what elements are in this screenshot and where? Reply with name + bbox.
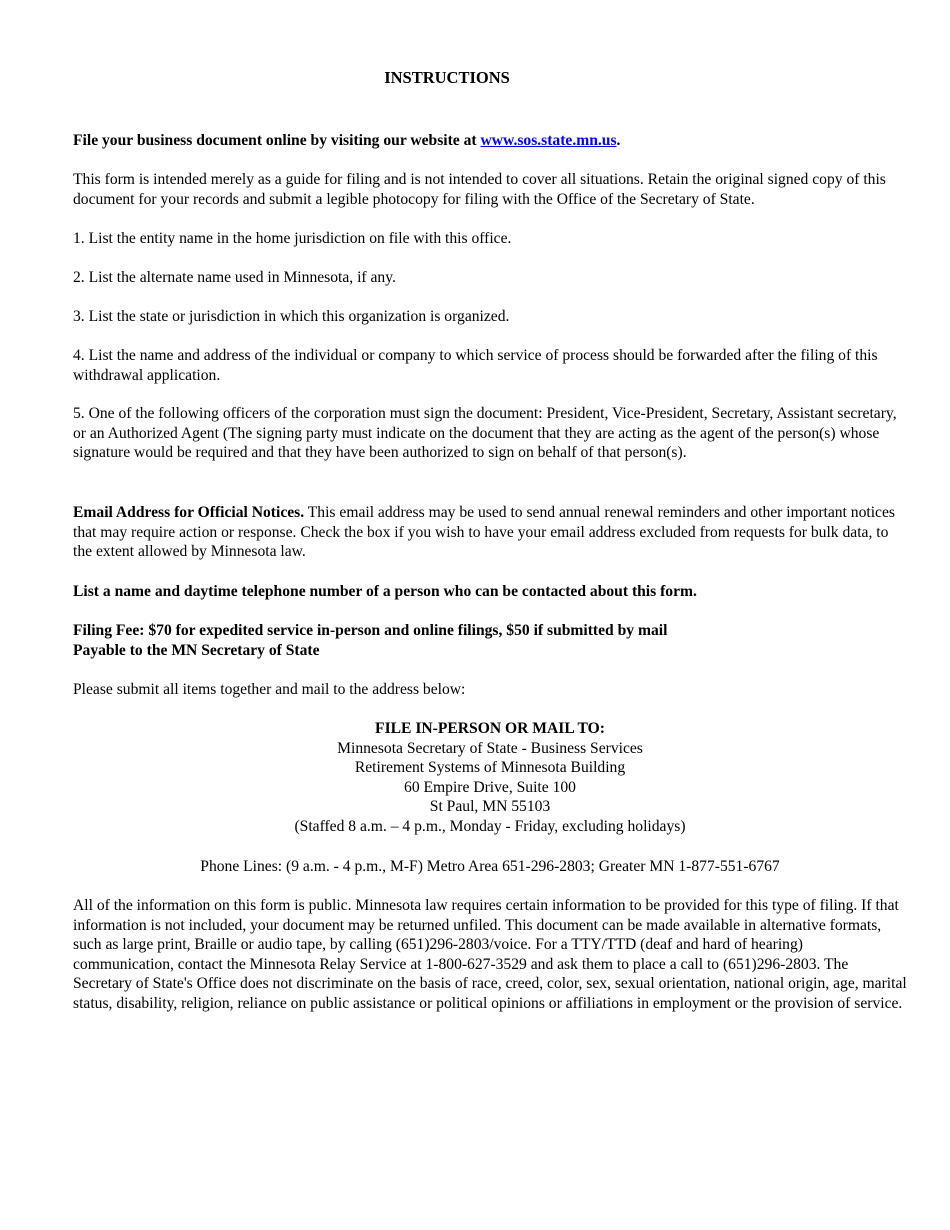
submit-instruction: Please submit all items together and mail to the address below: bbox=[73, 681, 466, 698]
instruction-item-3: 3. List the state or jurisdiction in which this organization is organized. bbox=[73, 308, 510, 325]
filing-fee-line-1: Filing Fee: $70 for expedited service in-person and online filings, $50 if submitted by mail bbox=[73, 622, 668, 639]
filing-fee bbox=[73, 621, 907, 660]
office-hours: (Staffed 8 a.m. – 4 p.m., Monday - Friday, excluding holidays) bbox=[294, 817, 686, 835]
online-filing-text: File your business document online by visiting our website at bbox=[73, 132, 481, 149]
contact-instruction: List a name and daytime telephone number of a person who can be contacted about this form. bbox=[73, 583, 697, 600]
mailing-address bbox=[73, 719, 907, 837]
instruction-item-4: 4. List the name and address of the individual or company to which service of process should be forwarded after the filing of this withdrawal application. bbox=[73, 347, 878, 384]
address-line-3: 60 Empire Drive, Suite 100 bbox=[404, 778, 576, 796]
online-filing-notice bbox=[73, 131, 907, 151]
public-notice-paragraph: All of the information on this form is public. Minnesota law requires certain information to be provided for this type of filing. If that information is not included, your document may be returned unfiled. This document can be made available in alternative formats, such as large print, Braille or audio tape, by calling (651)296-2803/voice. For a TTY/TTD (deaf and hard of hearing) communication, contact the Minnesota Relay Service at 1-800-627-3529 and ask them to place a call to (651)296-2803. The Secretary of State's Office does not discriminate on the basis of race, creed, color, sex, sexual orientation, national origin, age, marital status, disability, religion, reliance on public assistance or political opinions or affiliations in employment or the provision of service. bbox=[73, 897, 907, 1012]
email-notice-text: This email address may be used to send annual renewal reminders and other important notices that may require action or response. Check the box if you wish to have your email address excluded from requests for bulk data, to the extent allowed by Minnesota law. bbox=[73, 504, 895, 561]
website-link[interactable]: www.sos.state.mn.us bbox=[480, 132, 617, 149]
address-line-2: Retirement Systems of Minnesota Building bbox=[354, 759, 626, 777]
instruction-item-2: 2. List the alternate name used in Minnesota, if any. bbox=[73, 269, 396, 286]
address-line-4: St Paul, MN 55103 bbox=[429, 798, 551, 816]
phone-lines: Phone Lines: (9 a.m. - 4 p.m., M-F) Metro Area 651-296-2803; Greater MN 1-877-551-6767 bbox=[200, 858, 780, 875]
email-notice-heading: Email Address for Official Notices. bbox=[73, 504, 305, 521]
instruction-item-5: 5. One of the following officers of the corporation must sign the document: President, Vice-President, Secretary, Assistant secretary, or an Authorized Agent (The signing party must indicate on the document that they are acting as the agent of the person(s) whose signature would be required and that they have been authorized to sign on behalf of that person(s). bbox=[73, 405, 897, 462]
instruction-item-1: 1. List the entity name in the home jurisdiction on file with this office. bbox=[73, 230, 512, 247]
address-heading: FILE IN-PERSON OR MAIL TO: bbox=[375, 720, 605, 737]
page-title: INSTRUCTIONS bbox=[384, 68, 510, 87]
address-line-1: Minnesota Secretary of State - Business Services bbox=[337, 739, 643, 757]
email-notice-paragraph bbox=[73, 503, 907, 562]
filing-fee-line-2: Payable to the MN Secretary of State bbox=[73, 641, 320, 659]
intro-paragraph: This form is intended merely as a guide for filing and is not intended to cover all situations. Retain the original signed copy of this document for your records and submit a legible photocopy for filing with the Office of the Secretary of State. bbox=[73, 171, 886, 208]
online-filing-period: . bbox=[616, 132, 621, 149]
